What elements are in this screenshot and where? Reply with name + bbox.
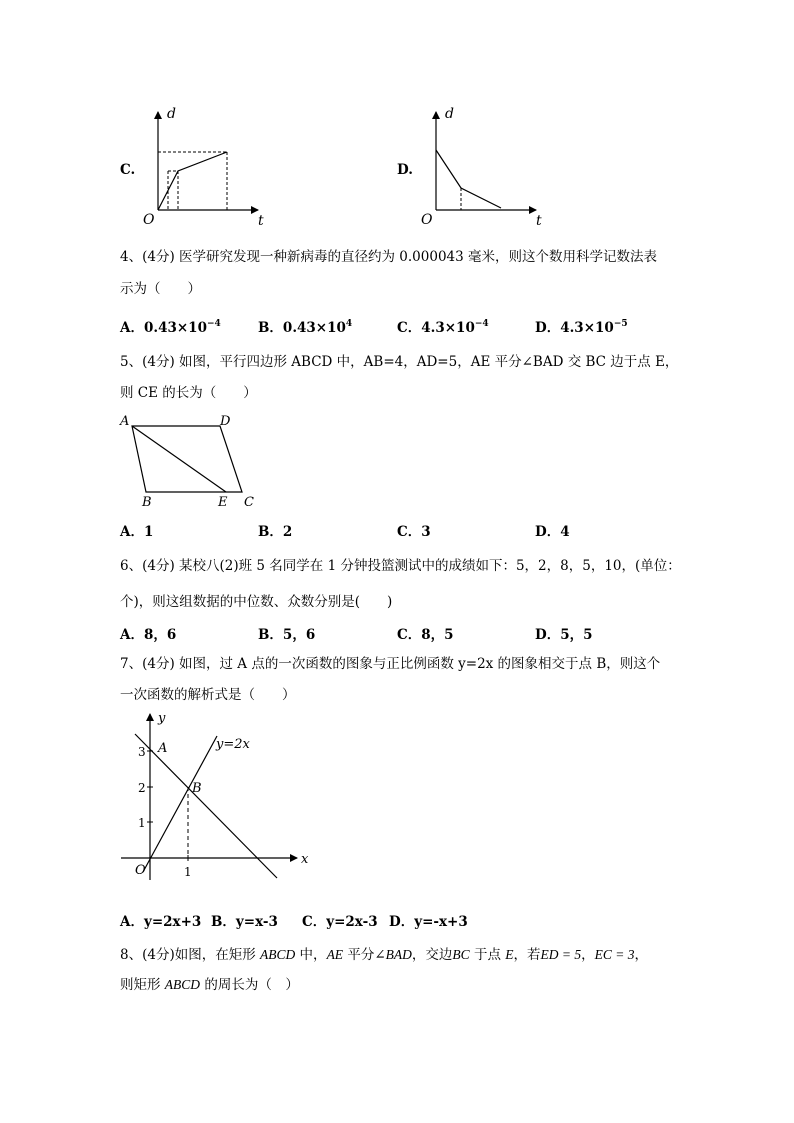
axis-x-label: x (301, 852, 309, 867)
origin-label: O (421, 212, 433, 228)
axis-d-label: d (445, 106, 454, 122)
axis-d-label: d (167, 106, 176, 122)
point-b-label: B (192, 781, 202, 796)
q7-stem-line1: 7、(4分) 如图，过 A 点的一次函数的图象与正比例函数 y=2x 的图象相交于点 B，则这个 (120, 656, 661, 672)
parallelogram-abcd (132, 426, 242, 492)
q8-stem-line1: 8、(4分)如图，在矩形 ABCD 中，AE 平分∠BAD，交边BC 于点 E，若ED = 5，EC = 3， (120, 947, 649, 963)
tick-y-3: 3 (138, 745, 146, 759)
point-e: E (218, 495, 228, 510)
q3-option-c-label: C. (120, 162, 136, 178)
line-y-2x (143, 736, 217, 872)
q7-stem-line2: 一次函数的解析式是（ ） (120, 687, 296, 703)
q6-option-b[interactable]: B．5，6 (258, 627, 316, 643)
axis-t-label: t (258, 213, 264, 229)
axis-y-label: y (158, 711, 166, 726)
q4-option-a[interactable]: A．$0.43\times 10^{-4}$ (120, 319, 221, 336)
q5-parallelogram-figure (112, 408, 272, 510)
tick-y-1: 1 (138, 816, 146, 830)
q5-stem-line2: 则 CE 的长为（ ） (120, 385, 257, 401)
q5-option-c[interactable]: C．3 (397, 524, 431, 540)
tick-x-1: 1 (184, 865, 192, 879)
q5-option-d[interactable]: D．4 (535, 524, 570, 540)
q7-function-graph (115, 708, 325, 883)
q4-option-b[interactable]: B．$0.43\times 10^4$ (258, 319, 353, 336)
point-b: B (142, 495, 152, 510)
q6-stem-line1: 6、(4分) 某校八(2)班 5 名同学在 1 分钟投篮测试中的成绩如下：5，2，8，5，10，(单位： (120, 558, 681, 574)
axis-t-label: t (536, 213, 542, 229)
q5-stem-line1: 5、(4分) 如图，平行四边形 ABCD 中，AB=4，AD=5，AE 平分∠BAD 交 BC 边于点 E， (120, 354, 679, 370)
graph-line (436, 150, 501, 208)
tick-y-2: 2 (138, 781, 146, 795)
q6-option-a[interactable]: A．8，6 (120, 627, 177, 643)
q6-option-c[interactable]: C．8，5 (397, 627, 454, 643)
segment-ae (132, 426, 226, 492)
q4-option-d[interactable]: D．$4.3\times 10^{-5}$ (535, 319, 628, 336)
origin-label: O (135, 863, 146, 878)
q7-option-a[interactable]: A．y=2x+3 (120, 914, 202, 930)
q6-option-d[interactable]: D．5，5 (535, 627, 593, 643)
point-c: C (244, 495, 254, 510)
point-a: A (120, 414, 130, 429)
q7-option-c[interactable]: C．y=2x-3 (302, 914, 378, 930)
q7-option-b[interactable]: B．y=x-3 (211, 914, 278, 930)
q5-option-b[interactable]: B．2 (258, 524, 293, 540)
point-d: D (220, 414, 231, 429)
q8-stem-line2: 则矩形 ABCD 的周长为（ ） (120, 977, 299, 993)
q4-option-c[interactable]: C．$4.3\times 10^{-4}$ (397, 319, 489, 336)
q5-option-a[interactable]: A．1 (120, 524, 154, 540)
q4-stem-line1: 4、(4分) 医学研究发现一种新病毒的直径约为 0.000043 毫米，则这个数用科学记数法表 (120, 249, 657, 265)
q6-stem-line2: 个)，则这组数据的中位数、众数分别是( ) (120, 594, 393, 610)
point-a-label: A (158, 741, 168, 756)
q3-graph-c (140, 100, 280, 230)
q4-stem-line2: 示为（ ） (120, 281, 201, 297)
q3-graph-d (418, 100, 558, 230)
line-label-y2x: y=2x (216, 737, 250, 752)
origin-label: O (143, 212, 155, 228)
q7-option-d[interactable]: D．y=-x+3 (389, 914, 468, 930)
q3-option-d-label: D. (397, 162, 413, 178)
